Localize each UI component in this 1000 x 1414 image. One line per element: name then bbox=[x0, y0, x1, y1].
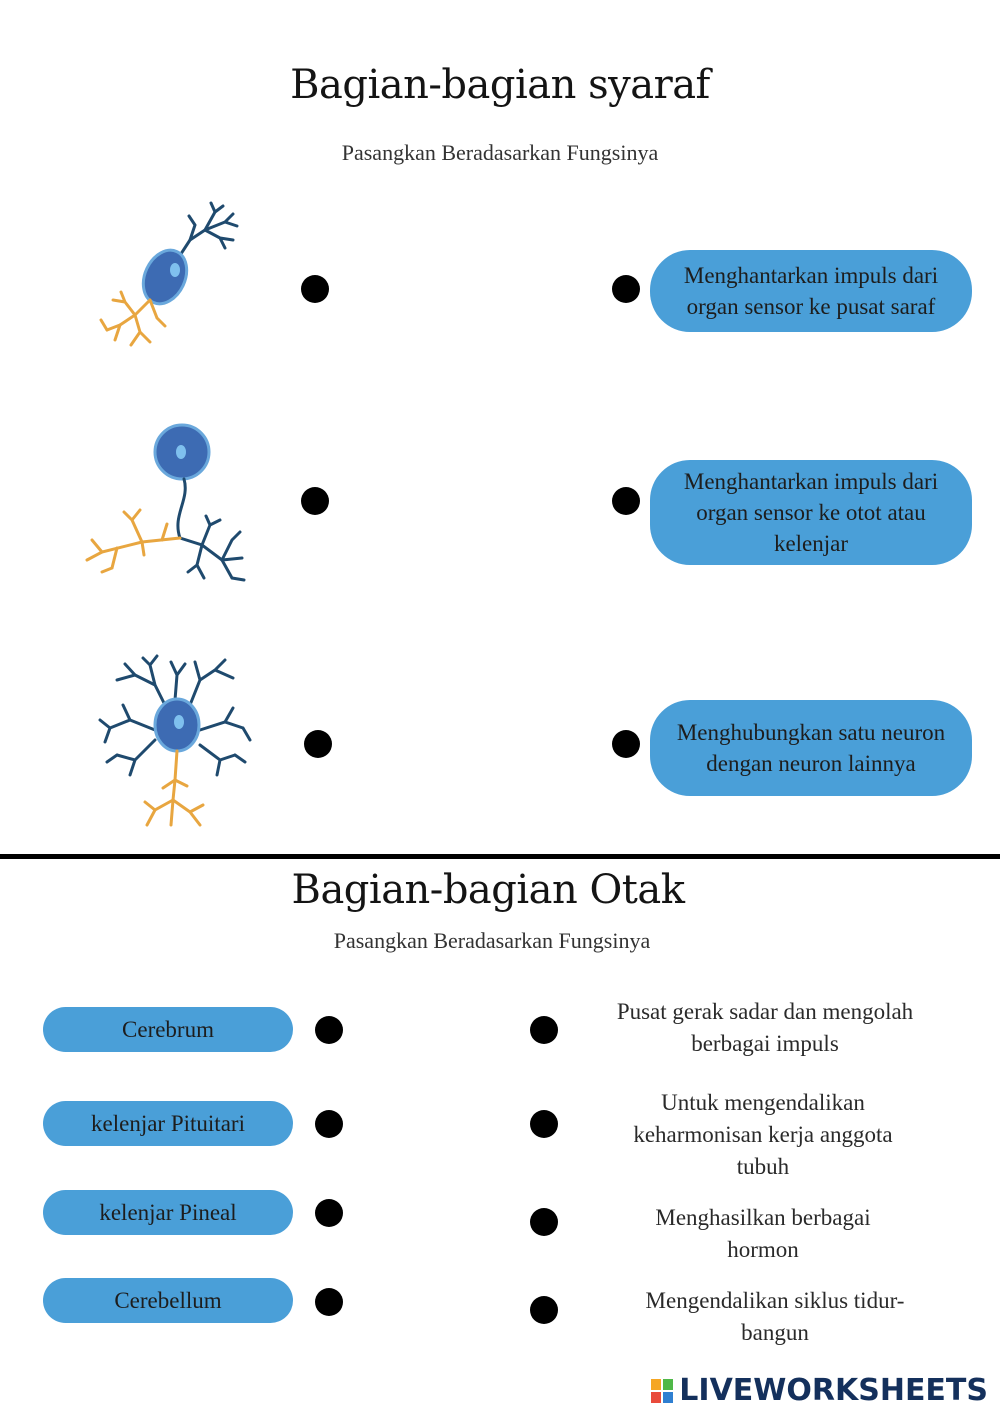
brand-wordmark: LIVEWORKSHEETS bbox=[679, 1373, 988, 1408]
neuron-2-match-dot[interactable] bbox=[301, 487, 329, 515]
neuron-3-match-dot[interactable] bbox=[304, 730, 332, 758]
brain-function-4-match-dot[interactable] bbox=[530, 1296, 558, 1324]
section2-subtitle: Pasangkan Beradasarkan Fungsinya bbox=[333, 928, 651, 953]
section2-title: Bagian-bagian Otak bbox=[291, 867, 685, 913]
neuron-function-pill-2: Menghantarkan impuls dari organ sensor ke otot atau kelenjar bbox=[650, 460, 972, 565]
answer-2-match-dot[interactable] bbox=[612, 487, 640, 515]
brain-part-pill-cerebellum: Cerebellum bbox=[43, 1278, 293, 1323]
brain-function-text-3: Menghasilkan berbagai hormon bbox=[655, 1205, 871, 1263]
brain-function-1-match-dot[interactable] bbox=[530, 1016, 558, 1044]
brain-part-pill-pituitary: kelenjar Pituitari bbox=[43, 1101, 293, 1146]
section1-subtitle: Pasangkan Beradasarkan Fungsinya bbox=[341, 140, 659, 165]
neuron-function-pill-1: Menghantarkan impuls dari organ sensor ke pusat saraf bbox=[650, 250, 972, 332]
brain-part-pill-pineal: kelenjar Pineal bbox=[43, 1190, 293, 1235]
liveworksheets-mark-icon bbox=[651, 1379, 673, 1403]
section-divider bbox=[0, 854, 1000, 859]
sensory-neuron-icon bbox=[95, 200, 245, 350]
brain-part-pill-cerebrum: Cerebrum bbox=[43, 1007, 293, 1052]
brain-function-2-match-dot[interactable] bbox=[530, 1110, 558, 1138]
brain-function-text-1: Pusat gerak sadar dan mengolah berbagai impuls bbox=[616, 999, 914, 1057]
brain-part-3-match-dot[interactable] bbox=[315, 1199, 343, 1227]
motor-neuron-icon bbox=[82, 420, 257, 590]
neuron-1-match-dot[interactable] bbox=[301, 275, 329, 303]
brain-function-3-match-dot[interactable] bbox=[530, 1208, 558, 1236]
answer-1-match-dot[interactable] bbox=[612, 275, 640, 303]
section1-title: Bagian-bagian syaraf bbox=[290, 62, 710, 108]
brain-part-2-match-dot[interactable] bbox=[315, 1110, 343, 1138]
brain-function-text-4: Mengendalikan siklus tidur-bangun bbox=[645, 1288, 905, 1346]
brain-function-text-2: Untuk mengendalikan keharmonisan kerja anggota tubuh bbox=[633, 1090, 893, 1180]
liveworksheets-logo bbox=[651, 1373, 988, 1408]
neuron-function-pill-3: Menghubungkan satu neuron dengan neuron lainnya bbox=[650, 700, 972, 796]
brain-part-4-match-dot[interactable] bbox=[315, 1288, 343, 1316]
brain-part-1-match-dot[interactable] bbox=[315, 1016, 343, 1044]
answer-3-match-dot[interactable] bbox=[612, 730, 640, 758]
interneuron-icon bbox=[95, 650, 255, 835]
